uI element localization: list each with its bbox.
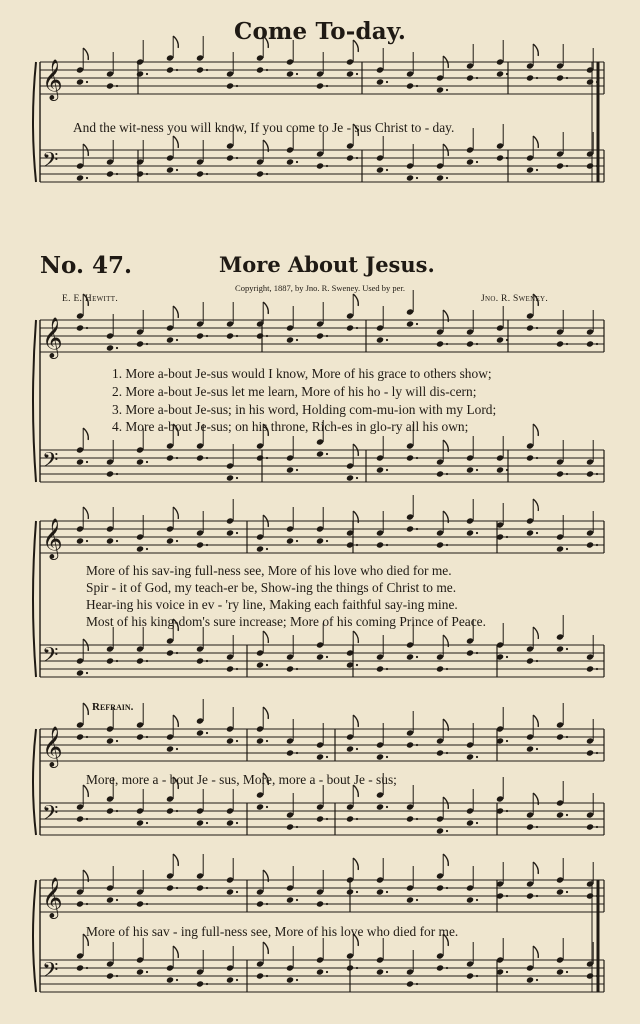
top-hymn-title: Come To-day. bbox=[233, 18, 407, 45]
system-0-bass-clef: 𝄢 bbox=[42, 147, 59, 178]
verse-line-4a: 4. More a-bout Je-sus; on his throne, Rich-es in glo-ry all his own; bbox=[112, 419, 469, 434]
verse-line-3b: Hear-ing his voice in ev - 'ry line, Making each faithful say-ing mine. bbox=[86, 597, 458, 612]
system-0-treble-clef: 𝄞 bbox=[42, 58, 63, 100]
top-hymn-lyric: And the wit-ness you will know, If you come to Je - sus Christ to - day. bbox=[73, 120, 455, 135]
system-4-treble-staff bbox=[40, 880, 604, 912]
refrain-lyric-2: More of his sav - ing full-ness see, More of his love who died for me. bbox=[86, 924, 459, 939]
system-4-bass-clef: 𝄢 bbox=[42, 957, 59, 988]
system-1-treble-clef: 𝄞 bbox=[42, 316, 63, 358]
refrain-label: Refrain. bbox=[92, 701, 134, 713]
system-2-bass-staff bbox=[40, 642, 604, 677]
hymn-number: No. 47. bbox=[40, 252, 132, 279]
system-4-bass-staff bbox=[40, 957, 604, 992]
composer-credit: Jno. R. Sweney. bbox=[481, 294, 549, 304]
system-4-treble-clef: 𝄞 bbox=[42, 876, 63, 918]
refrain-lyric-1: More, more a - bout Je - sus, More, more a - bout Je - sus; bbox=[86, 772, 397, 787]
system-3-treble-clef: 𝄞 bbox=[42, 725, 63, 767]
verse-line-2b: Spir - it of God, my teach-er be, Show-ing the things of Christ to me. bbox=[86, 580, 457, 595]
lyricist-credit: E. E. Hewitt. bbox=[62, 294, 119, 304]
verse-line-1b: More of his sav-ing full-ness see, More of his love who died for me. bbox=[86, 563, 452, 578]
copyright-notice: Copyright, 1887, by Jno. R. Sweney. Used by per. bbox=[235, 283, 405, 293]
verse-line-1a: 1. More a-bout Je-sus would I know, More of his grace to others show; bbox=[112, 366, 492, 381]
verse-line-3a: 3. More a-bout Je-sus; in his word, Holding com-mu-ion with my Lord; bbox=[112, 402, 497, 417]
system-2-treble-clef: 𝄞 bbox=[42, 517, 63, 559]
hymn-title: More About Jesus. bbox=[219, 252, 435, 277]
verse-line-4b: Most of his king-dom's sure increase; More of his coming Prince of Peace. bbox=[86, 614, 486, 629]
verse-line-2a: 2. More a-bout Je-sus let me learn, More of his ho - ly will dis-cern; bbox=[112, 384, 477, 399]
system-1-bass-clef: 𝄢 bbox=[42, 447, 59, 478]
system-0-treble-staff bbox=[40, 62, 604, 94]
system-2-bass-clef: 𝄢 bbox=[42, 642, 59, 673]
system-3-bass-clef: 𝄢 bbox=[42, 800, 59, 831]
system-2-treble-staff bbox=[40, 521, 604, 553]
